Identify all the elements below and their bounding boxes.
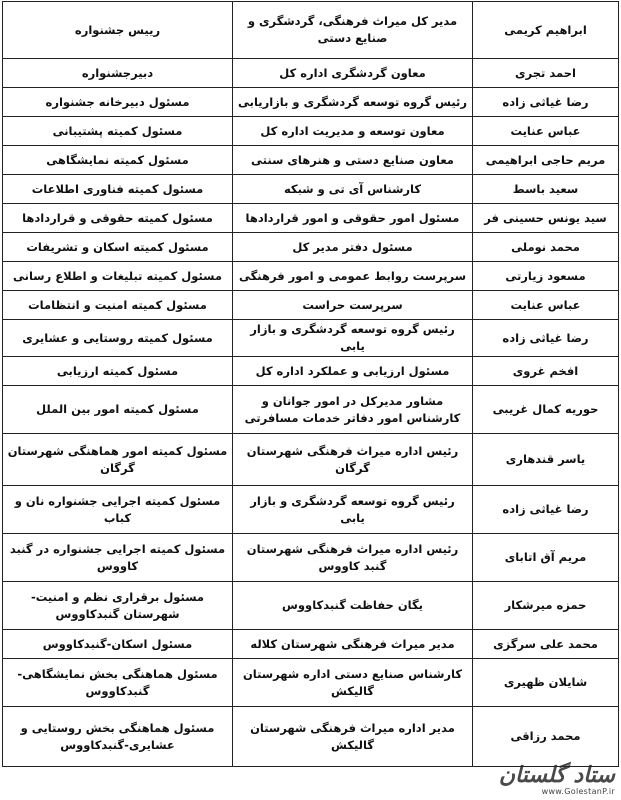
festival-role-cell: مسئول کمیته امور هماهنگی شهرستان گرگان [3,434,233,486]
table-row [3,582,619,630]
person-name-cell: حمزه میرشکار [473,582,619,630]
committee-roster-table [2,1,619,767]
position-cell: کارشناس آی تی و شبکه [233,175,473,204]
position-cell: رئیس گروه توسعه گردشگری و بازار یابی [233,320,473,357]
person-name-cell: رضا غیاثی زاده [473,320,619,357]
festival-role-cell: مسئول کمیته ارزیابی [3,357,233,386]
position-cell: مدیر اداره میراث فرهنگی شهرستان گالیکش [233,707,473,767]
position-cell: رئیس اداره میراث فرهنگی شهرستان گنبد کاووس [233,534,473,582]
table-row [3,434,619,486]
table-row [3,175,619,204]
festival-role-cell: مسئول کمیته نمایشگاهی [3,146,233,175]
festival-role-cell: مسئول هماهنگی بخش روستایی و عشایری-گنبدکاووس [3,707,233,767]
table-row [3,320,619,357]
festival-role-cell: مسئول کمیته اجرایی جشنواره در گنبد کاووس [3,534,233,582]
festival-role-cell: مسئول اسکان-گنبدکاووس [3,630,233,659]
roster-body [3,2,619,767]
festival-role-cell: مسئول برقراری نظم و امنیت-شهرستان گنبدکاووس [3,582,233,630]
position-cell: رئیس گروه توسعه گردشگری و بازاریابی [233,88,473,117]
festival-role-cell: دبیرجشنواره [3,59,233,88]
position-cell: معاون گردشگری اداره کل [233,59,473,88]
person-name-cell: محمد نوملی [473,233,619,262]
person-name-cell: رضا غیاثی زاده [473,88,619,117]
position-cell: مسئول دفتر مدیر کل [233,233,473,262]
position-cell: معاون صنایع دستی و هنرهای سنتی [233,146,473,175]
person-name-cell: مریم حاجی ابراهیمی [473,146,619,175]
position-cell: سرپرست حراست [233,291,473,320]
festival-role-cell: مسئول کمیته امور بین الملل [3,386,233,434]
table-row [3,386,619,434]
table-row [3,117,619,146]
festival-role-cell: مسئول کمیته امنیت و انتظامات [3,291,233,320]
position-cell: رئیس اداره میراث فرهنگی شهرستان گرگان [233,434,473,486]
table-row [3,707,619,767]
person-name-cell: شایلان ظهیری [473,659,619,707]
table-row [3,630,619,659]
position-cell: مسئول ارزیابی و عملکرد اداره کل [233,357,473,386]
position-cell: رئیس گروه توسعه گردشگری و بازار یابی [233,486,473,534]
festival-role-cell: مسئول کمیته روستایی و عشایری [3,320,233,357]
festival-role-cell: مسئول دبیرخانه جشنواره [3,88,233,117]
watermark-logo: ستاد گلستان [498,762,615,788]
table-row [3,146,619,175]
position-cell: مدیر کل میراث فرهنگی، گردشگری و صنایع دستی [233,2,473,59]
table-row [3,659,619,707]
festival-role-cell: مسئول کمیته فناوری اطلاعات [3,175,233,204]
position-cell: معاون توسعه و مدیریت اداره کل [233,117,473,146]
position-cell: یگان حفاظت گنبدکاووس [233,582,473,630]
table-row [3,88,619,117]
position-cell: مشاور مدیرکل در امور جوانان و کارشناس امور دفاتر خدمات مسافرتی [233,386,473,434]
position-cell: سرپرست روابط عمومی و امور فرهنگی [233,262,473,291]
person-name-cell: مریم آق اتابای [473,534,619,582]
position-cell: مدیر میراث فرهنگی شهرستان کلاله [233,630,473,659]
festival-role-cell: رییس جشنواره [3,2,233,59]
table-row [3,59,619,88]
table-row [3,204,619,233]
person-name-cell: افخم غروی [473,357,619,386]
position-cell: مسئول امور حقوقی و امور قراردادها [233,204,473,233]
festival-role-cell: مسئول کمیته حقوقی و قراردادها [3,204,233,233]
person-name-cell: عباس عنایت [473,117,619,146]
festival-role-cell: مسئول کمیته تبلیغات و اطلاع رسانی [3,262,233,291]
table-row [3,262,619,291]
person-name-cell: رضا غیاثی زاده [473,486,619,534]
position-cell: کارشناس صنایع دستی اداره شهرستان گالیکش [233,659,473,707]
person-name-cell: عباس عنایت [473,291,619,320]
person-name-cell: محمد رزاقی [473,707,619,767]
person-name-cell: مسعود زیارتی [473,262,619,291]
person-name-cell: سید یونس حسینی فر [473,204,619,233]
watermark-url: www.GolestanP.ir [541,787,615,796]
person-name-cell: محمد علی سرگزی [473,630,619,659]
person-name-cell: یاسر قندهاری [473,434,619,486]
table-row [3,534,619,582]
person-name-cell: احمد تجری [473,59,619,88]
person-name-cell: حوریه کمال غریبی [473,386,619,434]
festival-role-cell: مسئول کمیته اجرایی جشنواره نان و کباب [3,486,233,534]
table-row [3,2,619,59]
person-name-cell: ابراهیم کریمی [473,2,619,59]
festival-role-cell: مسئول کمیته اسکان و تشریفات [3,233,233,262]
festival-role-cell: مسئول کمیته پشتیبانی [3,117,233,146]
table-row [3,233,619,262]
festival-role-cell: مسئول هماهنگی بخش نمایشگاهی-گنبدکاووس [3,659,233,707]
site-watermark [499,763,615,796]
table-row [3,486,619,534]
table-row [3,291,619,320]
table-row [3,357,619,386]
person-name-cell: سعید باسط [473,175,619,204]
